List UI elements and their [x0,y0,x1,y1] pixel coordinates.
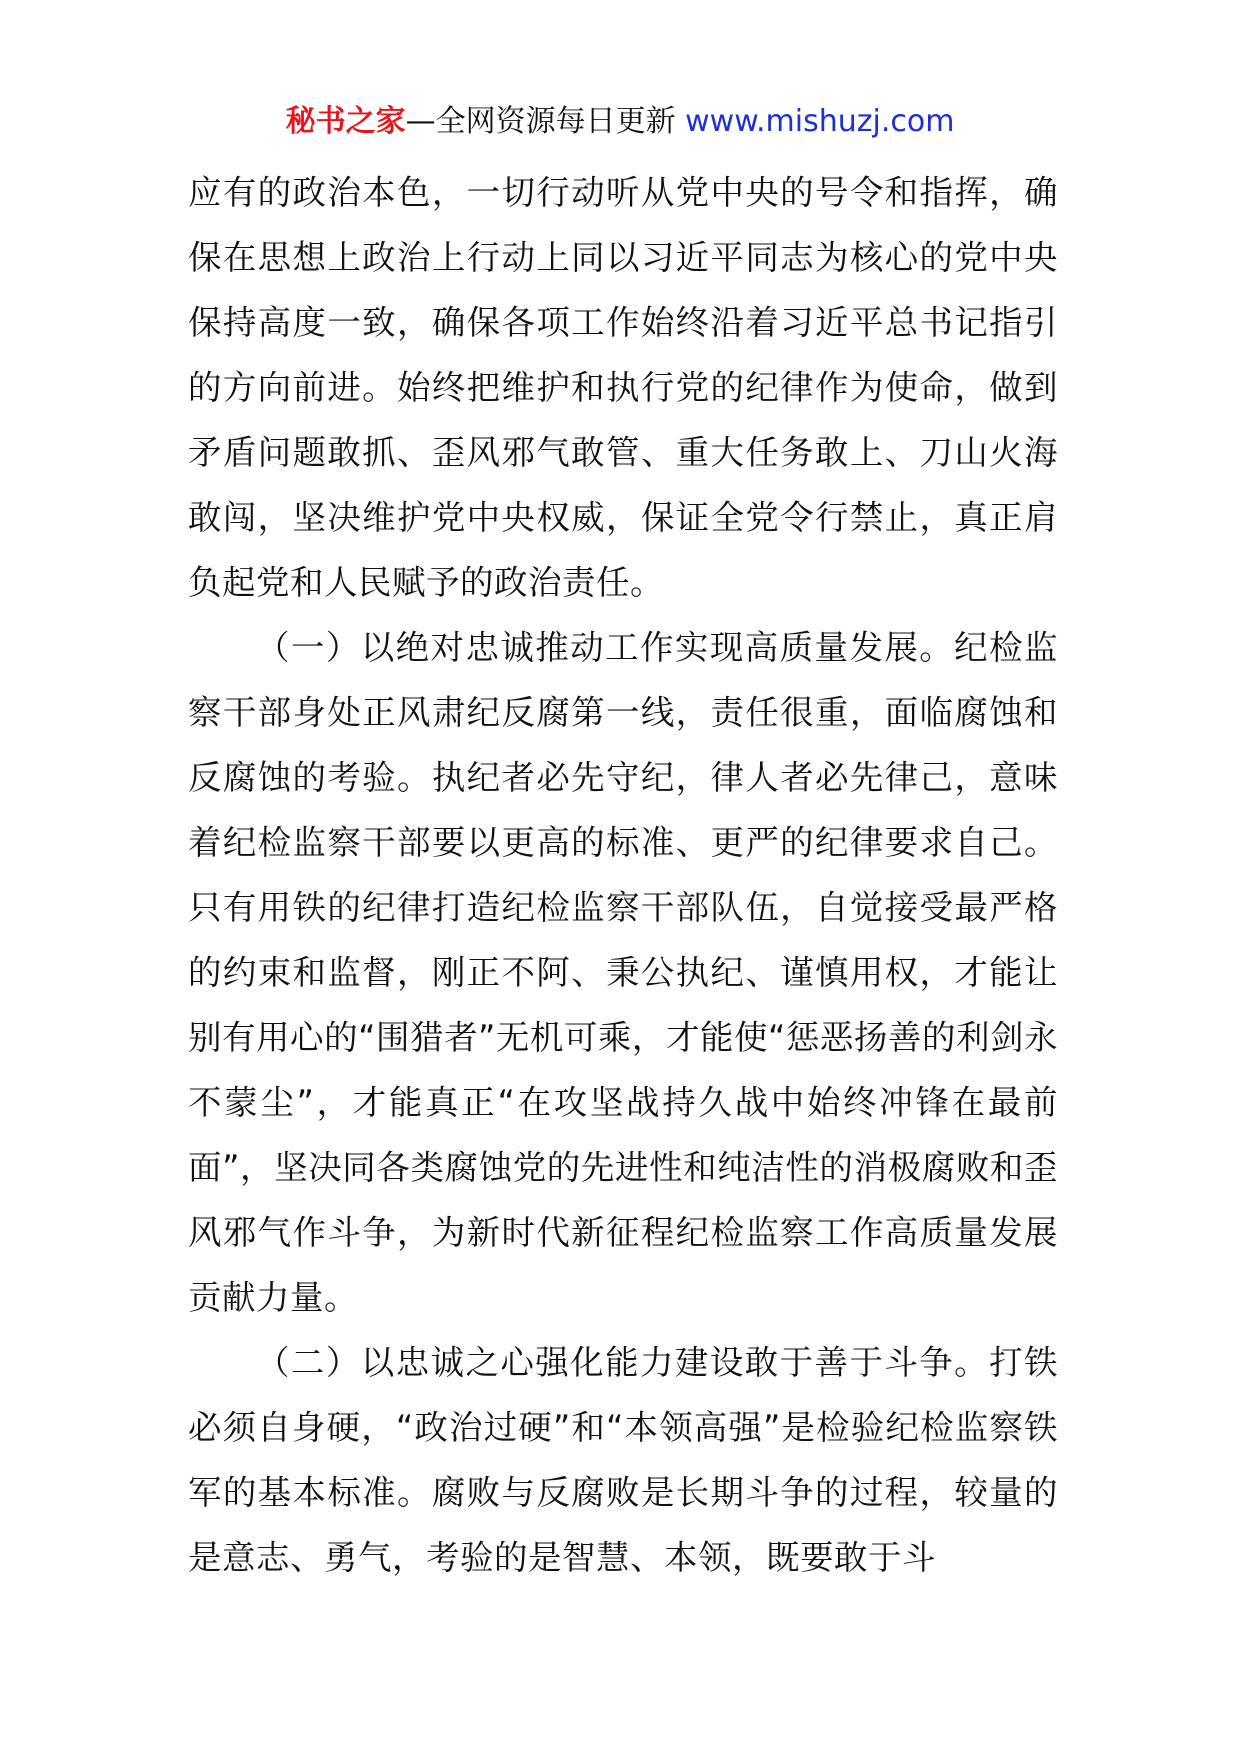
header-brand: 秘书之家 [285,104,406,139]
paragraph-section-two: （二）以忠诚之心强化能力建设敢于善于斗争。打铁必须自身硬，“政治过硬”和“本领高强”是检验纪检监察铁军的基本标准。腐败与反腐败是长期斗争的过程，较量的是意志、勇气，考验的是智慧、本领，既要敢于斗 [188,1343,1058,1577]
page-header [0,102,1240,142]
paragraph-section-one: （一）以绝对忠诚推动工作实现高质量发展。纪检监察干部身处正风肃纪反腐第一线，责任很重，面临腐蚀和反腐蚀的考验。执纪者必先守纪，律人者必先律己，意味着纪检监察干部要以更高的标准、更严的纪律要求自己。只有用铁的纪律打造纪检监察干部队伍，自觉接受最严格的约束和监督，刚正不阿、秉公执纪、谨慎用权，才能让别有用心的“围猎者”无机可乘，才能使“惩恶扬善的利剑永不蒙尘”，才能真正“在攻坚战持久战中始终冲锋在最前面”，坚决同各类腐蚀党的先进性和纯洁性的消极腐败和歪风邪气作斗争，为新时代新征程纪检监察工作高质量发展贡献力量。 [188,628,1058,1317]
document-body [188,160,1058,1590]
header-url-link[interactable]: www.mishuzj.com [685,104,955,139]
paragraph-continuation: 应有的政治本色，一切行动听从党中央的号令和指挥，确保在思想上政治上行动上同以习近平同志为核心的党中央保持高度一致，确保各项工作始终沿着习近平总书记指引的方向前进。始终把维护和执行党的纪律作为使命，做到矛盾问题敢抓、歪风邪气敢管、重大任务敢上、刀山火海敢闯，坚决维护党中央权威，保证全党令行禁止，真正肩负起党和人民赋予的政治责任。 [188,173,1058,602]
header-slogan: —全网资源每日更新 [405,104,686,139]
